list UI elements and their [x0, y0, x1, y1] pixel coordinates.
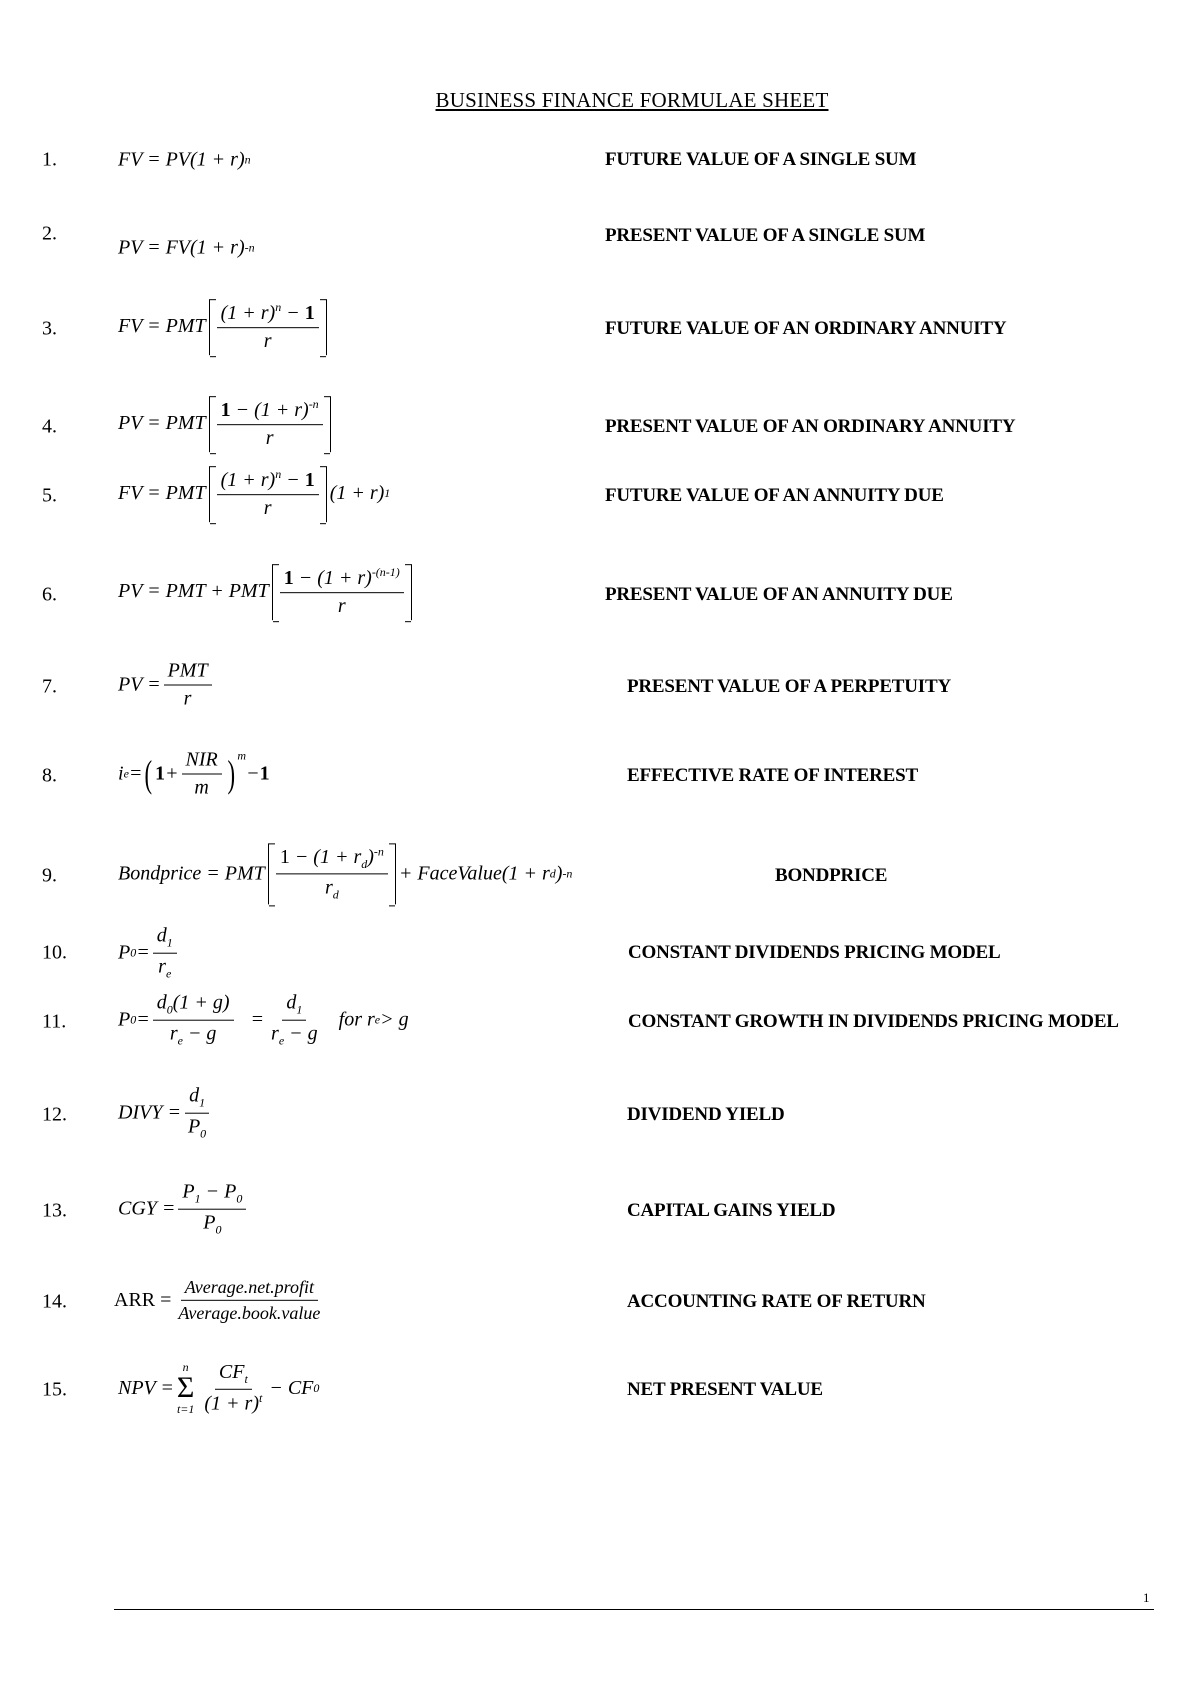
formula-number: 1. [42, 148, 57, 171]
formula-dividend-yield: DIVY = $\frac{d_1}{P_0}$ [118, 1085, 213, 1142]
formula-pv-annuity-due: PV = PMT + PMT $\frac{1 - (1 + r)^{-(n-1)}}{r}$ [118, 564, 415, 620]
formula-number: 15. [42, 1378, 67, 1401]
formula-number: 11. [42, 1010, 67, 1033]
formula-description: PRESENT VALUE OF AN ORDINARY ANNUITY [605, 416, 1016, 437]
formula-description: CONSTANT DIVIDENDS PRICING MODEL [628, 942, 1001, 963]
formula-pv-ordinary-annuity: PV = PMT $\frac{1 - (1 + r)^{-n}}{r}$ [118, 396, 334, 452]
formula-number: 13. [42, 1199, 67, 1222]
formula-description: ACCOUNTING RATE OF RETURN [627, 1291, 926, 1312]
formula-description: CAPITAL GAINS YIELD [627, 1200, 836, 1221]
formula-constant-growth: P 0 = $\frac{d_0(1 + g)}{r_e - g}$ = $\frac{d_1}{r_e - g}$ for r e > g [118, 991, 409, 1048]
footer-divider [114, 1609, 1154, 1610]
formula-description: EFFECTIVE RATE OF INTEREST [627, 765, 918, 786]
formula-description: BONDPRICE [775, 865, 888, 886]
formula-fv-single-sum: FV = PV(1 + r) n [118, 148, 251, 171]
page-title: BUSINESS FINANCE FORMULAE SHEET [435, 88, 829, 112]
formula-npv: NPV = n Σ t=1 $\frac{CF_t}{(1 + r)^t}$ − CF 0 [118, 1359, 320, 1416]
formula-number: 7. [42, 675, 57, 698]
formula-description: FUTURE VALUE OF AN ORDINARY ANNUITY [605, 318, 1007, 339]
formula-number: 3. [42, 317, 57, 340]
formula-description: PRESENT VALUE OF A SINGLE SUM [605, 225, 926, 246]
formula-effective-rate: i e = ( 1 + $\frac{\text{NIR}}{m}$ ) $^m$ − 1 [118, 748, 270, 799]
formula-number: 4. [42, 415, 57, 438]
formula-pv-perpetuity: PV = $\frac{\text{PMT}}{r}$ [118, 660, 215, 711]
formula-capital-gains-yield: CGY = $\frac{P_1 - P_0}{P_0}$ [118, 1181, 249, 1238]
formula-number: 12. [42, 1103, 67, 1126]
formula-description: NET PRESENT VALUE [627, 1379, 823, 1400]
formula-number: 6. [42, 583, 57, 606]
page-number: 1 [1143, 1590, 1150, 1605]
formula-number: 10. [42, 941, 67, 964]
formula-number: 5. [42, 484, 57, 507]
formula-description: DIVIDEND YIELD [627, 1104, 785, 1125]
formula-description: FUTURE VALUE OF AN ANNUITY DUE [605, 485, 944, 506]
formula-arr: ARR = $\frac{\text{Average.net.profit}}{\text{Average.book.value}}$ [114, 1276, 321, 1323]
formula-fv-ordinary-annuity: FV = PMT $\frac{(1 + r)^n - 1}{r}$ [118, 299, 330, 355]
formula-constant-dividends: P 0 = $\frac{d_1}{r_e}$ [118, 925, 180, 982]
formula-pv-single-sum: PV = FV(1 + r) -n [118, 236, 255, 259]
formula-number: 14. [42, 1290, 67, 1313]
formula-number: 8. [42, 764, 57, 787]
formula-number: 9. [42, 864, 57, 887]
formula-bond-price: Bondprice = PMT $\frac{1 - (1 + r_d)^{-n}}{r_d}$ + FaceValue(1 + r d ) -n [118, 843, 572, 904]
formula-description: PRESENT VALUE OF AN ANNUITY DUE [605, 584, 953, 605]
formula-description: PRESENT VALUE OF A PERPETUITY [627, 676, 951, 697]
formula-number: 2. [42, 222, 57, 245]
formula-fv-annuity-due: FV = PMT $\frac{(1 + r)^n - 1}{r}$ (1 + r) 1 [118, 466, 390, 522]
formula-description: FUTURE VALUE OF A SINGLE SUM [605, 149, 917, 170]
formula-description: CONSTANT GROWTH IN DIVIDENDS PRICING MODEL [628, 1011, 1119, 1032]
